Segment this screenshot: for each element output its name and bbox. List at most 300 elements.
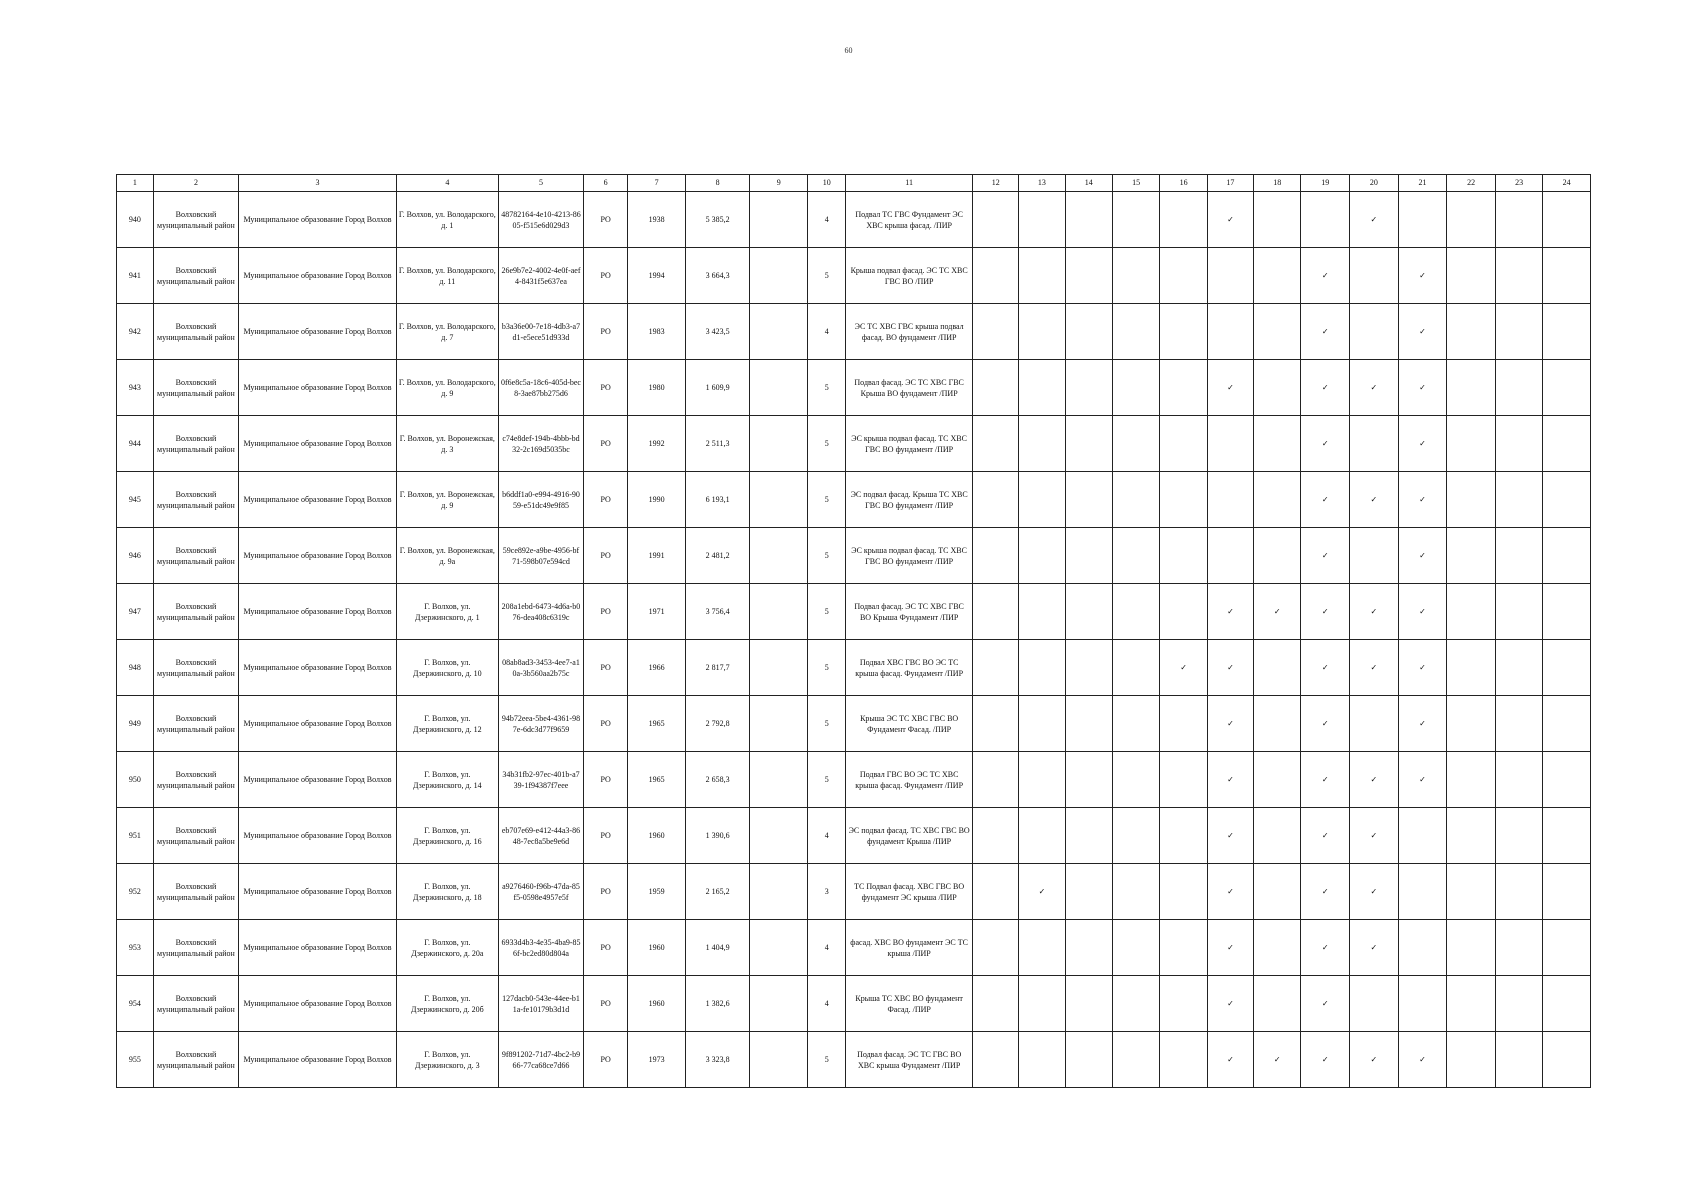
empty-cell bbox=[1398, 192, 1447, 248]
empty-cell bbox=[1495, 752, 1542, 808]
empty-cell bbox=[973, 864, 1019, 920]
empty-cell bbox=[1207, 416, 1253, 472]
empty-cell bbox=[1495, 696, 1542, 752]
empty-cell bbox=[1447, 696, 1496, 752]
empty-cell bbox=[1112, 752, 1159, 808]
checkmark-icon: ✓ bbox=[1301, 528, 1350, 584]
fund-form-cell: РО bbox=[584, 976, 628, 1032]
checkmark-icon: ✓ bbox=[1350, 472, 1399, 528]
column-header-17: 17 bbox=[1207, 175, 1253, 192]
empty-cell bbox=[1495, 192, 1542, 248]
table-row bbox=[117, 864, 1591, 920]
district-cell: Волховский муниципальный район bbox=[153, 640, 238, 696]
row-number: 954 bbox=[117, 976, 154, 1032]
area-cell: 3 323,8 bbox=[686, 1032, 750, 1088]
checkmark-icon: ✓ bbox=[1350, 192, 1399, 248]
checkmark-icon: ✓ bbox=[1350, 864, 1399, 920]
row-number: 955 bbox=[117, 1032, 154, 1088]
table-row bbox=[117, 416, 1591, 472]
empty-cell bbox=[973, 696, 1019, 752]
empty-cell bbox=[1447, 472, 1496, 528]
address-cell: Г. Волхов, ул. Дзержинского, д. 1 bbox=[396, 584, 498, 640]
empty-cell bbox=[1495, 360, 1542, 416]
year-cell: 1960 bbox=[628, 920, 686, 976]
floors-cell: 5 bbox=[808, 248, 846, 304]
checkmark-icon: ✓ bbox=[1207, 360, 1253, 416]
empty-cell bbox=[1543, 696, 1591, 752]
address-cell: Г. Волхов, ул. Воронежская, д. 3 bbox=[396, 416, 498, 472]
municipality-cell: Муниципальное образование Город Волхов bbox=[239, 976, 397, 1032]
empty-cell bbox=[1350, 304, 1399, 360]
area-cell: 3 423,5 bbox=[686, 304, 750, 360]
column-header-12: 12 bbox=[973, 175, 1019, 192]
table-row bbox=[117, 248, 1591, 304]
empty-cell bbox=[1019, 472, 1065, 528]
row-number: 952 bbox=[117, 864, 154, 920]
empty-cell bbox=[1543, 752, 1591, 808]
row-number: 944 bbox=[117, 416, 154, 472]
empty-cell bbox=[1112, 472, 1159, 528]
empty-cell bbox=[1065, 696, 1112, 752]
empty-cell bbox=[1065, 1032, 1112, 1088]
table-row bbox=[117, 976, 1591, 1032]
checkmark-icon: ✓ bbox=[1301, 864, 1350, 920]
empty-cell bbox=[973, 416, 1019, 472]
year-cell: 1960 bbox=[628, 976, 686, 1032]
year-cell: 1966 bbox=[628, 640, 686, 696]
house-id-cell: eb707e69-e412-44a3-8648-7ec8a5be9e6d bbox=[498, 808, 583, 864]
empty-cell bbox=[1254, 472, 1301, 528]
checkmark-icon: ✓ bbox=[1398, 696, 1447, 752]
checkmark-icon: ✓ bbox=[1398, 248, 1447, 304]
works-cell: ТС Подвал фасад. ХВС ГВС ВО фундамент ЭС крыша /ПИР bbox=[846, 864, 973, 920]
empty-cell bbox=[1543, 304, 1591, 360]
municipality-cell: Муниципальное образование Город Волхов bbox=[239, 360, 397, 416]
col9-cell bbox=[750, 920, 808, 976]
area-cell: 2 511,3 bbox=[686, 416, 750, 472]
empty-cell bbox=[1065, 304, 1112, 360]
district-cell: Волховский муниципальный район bbox=[153, 976, 238, 1032]
area-cell: 1 390,6 bbox=[686, 808, 750, 864]
empty-cell bbox=[1254, 920, 1301, 976]
empty-cell bbox=[1065, 976, 1112, 1032]
address-cell: Г. Волхов, ул. Дзержинского, д. 16 bbox=[396, 808, 498, 864]
floors-cell: 5 bbox=[808, 584, 846, 640]
address-cell: Г. Волхов, ул. Дзержинского, д. 3 bbox=[396, 1032, 498, 1088]
year-cell: 1991 bbox=[628, 528, 686, 584]
checkmark-icon: ✓ bbox=[1207, 640, 1253, 696]
table-row bbox=[117, 808, 1591, 864]
municipality-cell: Муниципальное образование Город Волхов bbox=[239, 192, 397, 248]
district-cell: Волховский муниципальный район bbox=[153, 696, 238, 752]
empty-cell bbox=[973, 640, 1019, 696]
empty-cell bbox=[1495, 304, 1542, 360]
empty-cell bbox=[1495, 1032, 1542, 1088]
empty-cell bbox=[1543, 416, 1591, 472]
checkmark-icon: ✓ bbox=[1301, 920, 1350, 976]
district-cell: Волховский муниципальный район bbox=[153, 304, 238, 360]
district-cell: Волховский муниципальный район bbox=[153, 584, 238, 640]
works-cell: ЭС подвал фасад. ТС ХВС ГВС ВО фундамент Крыша /ПИР bbox=[846, 808, 973, 864]
empty-cell bbox=[1254, 304, 1301, 360]
empty-cell bbox=[1543, 528, 1591, 584]
row-number: 942 bbox=[117, 304, 154, 360]
district-cell: Волховский муниципальный район bbox=[153, 752, 238, 808]
empty-cell bbox=[1447, 752, 1496, 808]
year-cell: 1960 bbox=[628, 808, 686, 864]
empty-cell bbox=[1350, 976, 1399, 1032]
empty-cell bbox=[1112, 360, 1159, 416]
checkmark-icon: ✓ bbox=[1350, 584, 1399, 640]
table-row bbox=[117, 752, 1591, 808]
empty-cell bbox=[1398, 864, 1447, 920]
empty-cell bbox=[1254, 976, 1301, 1032]
empty-cell bbox=[1254, 864, 1301, 920]
floors-cell: 5 bbox=[808, 416, 846, 472]
row-number: 945 bbox=[117, 472, 154, 528]
district-cell: Волховский муниципальный район bbox=[153, 920, 238, 976]
checkmark-icon: ✓ bbox=[1301, 696, 1350, 752]
empty-cell bbox=[973, 584, 1019, 640]
checkmark-icon: ✓ bbox=[1207, 1032, 1253, 1088]
row-number: 947 bbox=[117, 584, 154, 640]
house-id-cell: 94b72eea-5be4-4361-987e-6dc3d77f9659 bbox=[498, 696, 583, 752]
empty-cell bbox=[1350, 248, 1399, 304]
empty-cell bbox=[1160, 360, 1207, 416]
empty-cell bbox=[1112, 640, 1159, 696]
empty-cell bbox=[973, 248, 1019, 304]
empty-cell bbox=[1160, 584, 1207, 640]
empty-cell bbox=[1543, 360, 1591, 416]
municipality-cell: Муниципальное образование Город Волхов bbox=[239, 248, 397, 304]
empty-cell bbox=[1495, 808, 1542, 864]
empty-cell bbox=[1495, 528, 1542, 584]
district-cell: Волховский муниципальный район bbox=[153, 192, 238, 248]
checkmark-icon: ✓ bbox=[1350, 640, 1399, 696]
table-row bbox=[117, 696, 1591, 752]
floors-cell: 5 bbox=[808, 640, 846, 696]
empty-cell bbox=[1065, 416, 1112, 472]
empty-cell bbox=[1065, 808, 1112, 864]
column-header-5: 5 bbox=[498, 175, 583, 192]
municipality-cell: Муниципальное образование Город Волхов bbox=[239, 808, 397, 864]
empty-cell bbox=[1065, 360, 1112, 416]
area-cell: 2 165,2 bbox=[686, 864, 750, 920]
fund-form-cell: РО bbox=[584, 472, 628, 528]
empty-cell bbox=[1495, 248, 1542, 304]
empty-cell bbox=[1447, 192, 1496, 248]
empty-cell bbox=[1447, 920, 1496, 976]
area-cell: 2 658,3 bbox=[686, 752, 750, 808]
checkmark-icon: ✓ bbox=[1207, 976, 1253, 1032]
empty-cell bbox=[1112, 248, 1159, 304]
fund-form-cell: РО bbox=[584, 920, 628, 976]
municipality-cell: Муниципальное образование Город Волхов bbox=[239, 864, 397, 920]
col9-cell bbox=[750, 752, 808, 808]
empty-cell bbox=[973, 360, 1019, 416]
empty-cell bbox=[1495, 584, 1542, 640]
house-id-cell: 208a1ebd-6473-4d6a-b076-dea408c6319c bbox=[498, 584, 583, 640]
works-cell: ЭС ТС ХВС ГВС крыша подвал фасад. ВО фундамент /ПИР bbox=[846, 304, 973, 360]
column-header-4: 4 bbox=[396, 175, 498, 192]
works-cell: Подвал фасад. ЭС ТС ХВС ГВС ВО Крыша Фундамент /ПИР bbox=[846, 584, 973, 640]
checkmark-icon: ✓ bbox=[1160, 640, 1207, 696]
empty-cell bbox=[1160, 752, 1207, 808]
empty-cell bbox=[1447, 416, 1496, 472]
empty-cell bbox=[1254, 248, 1301, 304]
empty-cell bbox=[1112, 864, 1159, 920]
checkmark-icon: ✓ bbox=[1301, 248, 1350, 304]
empty-cell bbox=[1019, 752, 1065, 808]
municipality-cell: Муниципальное образование Город Волхов bbox=[239, 920, 397, 976]
house-id-cell: b6ddf1a0-e994-4916-9059-e51dc49e9f85 bbox=[498, 472, 583, 528]
empty-cell bbox=[1112, 976, 1159, 1032]
checkmark-icon: ✓ bbox=[1301, 584, 1350, 640]
house-id-cell: 0f6e8c5a-18c6-405d-bec8-3ae87bb275d6 bbox=[498, 360, 583, 416]
fund-form-cell: РО bbox=[584, 808, 628, 864]
col9-cell bbox=[750, 192, 808, 248]
empty-cell bbox=[1495, 472, 1542, 528]
works-cell: Подвал ХВС ГВС ВО ЭС ТС крыша фасад. Фундамент /ПИР bbox=[846, 640, 973, 696]
house-id-cell: 6933d4b3-4e35-4ba9-856f-bc2ed80d804a bbox=[498, 920, 583, 976]
empty-cell bbox=[1447, 248, 1496, 304]
empty-cell bbox=[1160, 304, 1207, 360]
floors-cell: 4 bbox=[808, 808, 846, 864]
year-cell: 1938 bbox=[628, 192, 686, 248]
municipality-cell: Муниципальное образование Город Волхов bbox=[239, 472, 397, 528]
checkmark-icon: ✓ bbox=[1398, 472, 1447, 528]
works-cell: ЭС крыша подвал фасад. ТС ХВС ГВС ВО фундамент /ПИР bbox=[846, 528, 973, 584]
works-cell: Крыша ЭС ТС ХВС ГВС ВО Фундамент Фасад. /ПИР bbox=[846, 696, 973, 752]
column-header-21: 21 bbox=[1398, 175, 1447, 192]
empty-cell bbox=[1254, 192, 1301, 248]
empty-cell bbox=[1447, 360, 1496, 416]
fund-form-cell: РО bbox=[584, 528, 628, 584]
works-cell: ЭС подвал фасад. Крыша ТС ХВС ГВС ВО фундамент /ПИР bbox=[846, 472, 973, 528]
row-number: 940 bbox=[117, 192, 154, 248]
empty-cell bbox=[1543, 640, 1591, 696]
fund-form-cell: РО bbox=[584, 248, 628, 304]
column-header-11: 11 bbox=[846, 175, 973, 192]
area-cell: 3 756,4 bbox=[686, 584, 750, 640]
address-cell: Г. Волхов, ул. Дзержинского, д. 18 bbox=[396, 864, 498, 920]
row-number: 943 bbox=[117, 360, 154, 416]
empty-cell bbox=[1112, 808, 1159, 864]
district-cell: Волховский муниципальный район bbox=[153, 864, 238, 920]
year-cell: 1965 bbox=[628, 696, 686, 752]
fund-form-cell: РО bbox=[584, 640, 628, 696]
col9-cell bbox=[750, 640, 808, 696]
checkmark-icon: ✓ bbox=[1398, 304, 1447, 360]
fund-form-cell: РО bbox=[584, 864, 628, 920]
district-cell: Волховский муниципальный район bbox=[153, 1032, 238, 1088]
checkmark-icon: ✓ bbox=[1398, 752, 1447, 808]
empty-cell bbox=[1447, 976, 1496, 1032]
empty-cell bbox=[1495, 416, 1542, 472]
col9-cell bbox=[750, 864, 808, 920]
col9-cell bbox=[750, 248, 808, 304]
checkmark-icon: ✓ bbox=[1350, 1032, 1399, 1088]
empty-cell bbox=[1065, 472, 1112, 528]
district-cell: Волховский муниципальный район bbox=[153, 416, 238, 472]
house-id-cell: a9276460-f96b-47da-85f5-0598e4957e5f bbox=[498, 864, 583, 920]
fund-form-cell: РО bbox=[584, 696, 628, 752]
column-header-15: 15 bbox=[1112, 175, 1159, 192]
floors-cell: 3 bbox=[808, 864, 846, 920]
district-cell: Волховский муниципальный район bbox=[153, 248, 238, 304]
year-cell: 1980 bbox=[628, 360, 686, 416]
checkmark-icon: ✓ bbox=[1301, 1032, 1350, 1088]
empty-cell bbox=[1160, 696, 1207, 752]
empty-cell bbox=[1019, 808, 1065, 864]
column-header-23: 23 bbox=[1495, 175, 1542, 192]
house-id-cell: b3a36e00-7e18-4db3-a7d1-e5ece51d933d bbox=[498, 304, 583, 360]
house-id-cell: 34b31fb2-97ec-401b-a739-1f94387f7eee bbox=[498, 752, 583, 808]
house-id-cell: c74e8def-194b-4bbb-bd32-2c169d5035bc bbox=[498, 416, 583, 472]
floors-cell: 4 bbox=[808, 192, 846, 248]
empty-cell bbox=[973, 920, 1019, 976]
col9-cell bbox=[750, 528, 808, 584]
column-header-18: 18 bbox=[1254, 175, 1301, 192]
address-cell: Г. Волхов, ул. Володарского, д. 9 bbox=[396, 360, 498, 416]
year-cell: 1965 bbox=[628, 752, 686, 808]
row-number: 949 bbox=[117, 696, 154, 752]
housing-register-table bbox=[116, 174, 1591, 1088]
municipality-cell: Муниципальное образование Город Волхов bbox=[239, 584, 397, 640]
empty-cell bbox=[1447, 528, 1496, 584]
page-number: 60 bbox=[844, 46, 853, 55]
col9-cell bbox=[750, 584, 808, 640]
empty-cell bbox=[1019, 640, 1065, 696]
works-cell: Подвал фасад. ЭС ТС ХВС ГВС Крыша ВО фундамент /ПИР bbox=[846, 360, 973, 416]
floors-cell: 5 bbox=[808, 528, 846, 584]
empty-cell bbox=[1160, 472, 1207, 528]
fund-form-cell: РО bbox=[584, 416, 628, 472]
empty-cell bbox=[1447, 584, 1496, 640]
empty-cell bbox=[1065, 752, 1112, 808]
municipality-cell: Муниципальное образование Город Волхов bbox=[239, 416, 397, 472]
fund-form-cell: РО bbox=[584, 304, 628, 360]
empty-cell bbox=[1447, 808, 1496, 864]
floors-cell: 4 bbox=[808, 920, 846, 976]
fund-form-cell: РО bbox=[584, 584, 628, 640]
empty-cell bbox=[1160, 1032, 1207, 1088]
address-cell: Г. Волхов, ул. Дзержинского, д. 12 bbox=[396, 696, 498, 752]
table-row bbox=[117, 360, 1591, 416]
empty-cell bbox=[1160, 528, 1207, 584]
district-cell: Волховский муниципальный район bbox=[153, 472, 238, 528]
column-header-14: 14 bbox=[1065, 175, 1112, 192]
row-number: 950 bbox=[117, 752, 154, 808]
column-header-2: 2 bbox=[153, 175, 238, 192]
works-cell: фасад. ХВС ВО фундамент ЭС ТС крыша /ПИР bbox=[846, 920, 973, 976]
empty-cell bbox=[1543, 472, 1591, 528]
checkmark-icon: ✓ bbox=[1207, 864, 1253, 920]
empty-cell bbox=[1543, 1032, 1591, 1088]
empty-cell bbox=[1543, 192, 1591, 248]
municipality-cell: Муниципальное образование Город Волхов bbox=[239, 752, 397, 808]
year-cell: 1983 bbox=[628, 304, 686, 360]
column-header-9: 9 bbox=[750, 175, 808, 192]
house-id-cell: 26e9b7e2-4002-4e0f-aef4-8431f5e637ea bbox=[498, 248, 583, 304]
table-row bbox=[117, 920, 1591, 976]
empty-cell bbox=[1019, 248, 1065, 304]
checkmark-icon: ✓ bbox=[1350, 920, 1399, 976]
empty-cell bbox=[1207, 472, 1253, 528]
empty-cell bbox=[1254, 640, 1301, 696]
checkmark-icon: ✓ bbox=[1301, 472, 1350, 528]
empty-cell bbox=[1019, 304, 1065, 360]
col9-cell bbox=[750, 360, 808, 416]
empty-cell bbox=[1160, 864, 1207, 920]
empty-cell bbox=[973, 808, 1019, 864]
empty-cell bbox=[973, 752, 1019, 808]
table-row bbox=[117, 640, 1591, 696]
empty-cell bbox=[1543, 920, 1591, 976]
table-row bbox=[117, 192, 1591, 248]
empty-cell bbox=[1019, 696, 1065, 752]
empty-cell bbox=[1543, 248, 1591, 304]
column-header-6: 6 bbox=[584, 175, 628, 192]
table-body bbox=[117, 192, 1591, 1088]
empty-cell bbox=[1019, 192, 1065, 248]
col9-cell bbox=[750, 1032, 808, 1088]
address-cell: Г. Волхов, ул. Володарского, д. 7 bbox=[396, 304, 498, 360]
column-header-24: 24 bbox=[1543, 175, 1591, 192]
row-number: 948 bbox=[117, 640, 154, 696]
checkmark-icon: ✓ bbox=[1350, 808, 1399, 864]
empty-cell bbox=[973, 304, 1019, 360]
checkmark-icon: ✓ bbox=[1350, 752, 1399, 808]
checkmark-icon: ✓ bbox=[1254, 584, 1301, 640]
area-cell: 5 385,2 bbox=[686, 192, 750, 248]
address-cell: Г. Волхов, ул. Дзержинского, д. 20б bbox=[396, 976, 498, 1032]
empty-cell bbox=[1207, 304, 1253, 360]
table-row bbox=[117, 472, 1591, 528]
empty-cell bbox=[1447, 304, 1496, 360]
area-cell: 1 609,9 bbox=[686, 360, 750, 416]
empty-cell bbox=[1301, 192, 1350, 248]
empty-cell bbox=[1350, 696, 1399, 752]
floors-cell: 5 bbox=[808, 360, 846, 416]
checkmark-icon: ✓ bbox=[1254, 1032, 1301, 1088]
checkmark-icon: ✓ bbox=[1019, 864, 1065, 920]
house-id-cell: 59ce892e-a9be-4956-bf71-598b07e594cd bbox=[498, 528, 583, 584]
year-cell: 1990 bbox=[628, 472, 686, 528]
address-cell: Г. Волхов, ул. Дзержинского, д. 10 bbox=[396, 640, 498, 696]
works-cell: Крыша ТС ХВС ВО фундамент Фасад. /ПИР bbox=[846, 976, 973, 1032]
area-cell: 2 792,8 bbox=[686, 696, 750, 752]
col9-cell bbox=[750, 416, 808, 472]
empty-cell bbox=[1447, 864, 1496, 920]
fund-form-cell: РО bbox=[584, 1032, 628, 1088]
floors-cell: 4 bbox=[808, 304, 846, 360]
checkmark-icon: ✓ bbox=[1301, 416, 1350, 472]
fund-form-cell: РО bbox=[584, 192, 628, 248]
column-number-header bbox=[117, 175, 1591, 192]
column-header-8: 8 bbox=[686, 175, 750, 192]
empty-cell bbox=[1019, 528, 1065, 584]
fund-form-cell: РО bbox=[584, 752, 628, 808]
empty-cell bbox=[1112, 584, 1159, 640]
municipality-cell: Муниципальное образование Город Волхов bbox=[239, 640, 397, 696]
municipality-cell: Муниципальное образование Город Волхов bbox=[239, 304, 397, 360]
empty-cell bbox=[1112, 696, 1159, 752]
column-header-20: 20 bbox=[1350, 175, 1399, 192]
empty-cell bbox=[1160, 920, 1207, 976]
empty-cell bbox=[1543, 808, 1591, 864]
address-cell: Г. Волхов, ул. Володарского, д. 1 bbox=[396, 192, 498, 248]
